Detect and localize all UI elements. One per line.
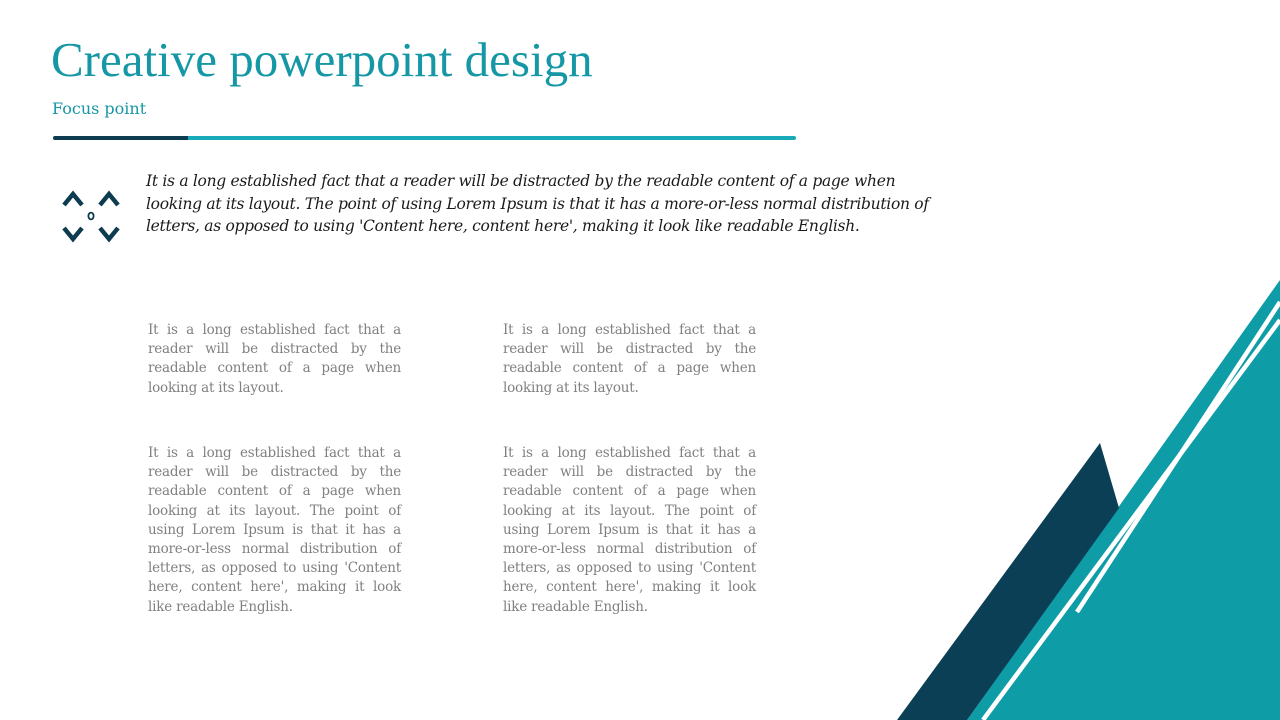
- teal-corner-shape: [967, 280, 1280, 720]
- title-underline: [53, 136, 796, 140]
- slide-subtitle: Focus point: [52, 99, 147, 118]
- underline-light-segment: [188, 136, 796, 140]
- white-stripe-outer: [1077, 302, 1280, 612]
- text-block-top-left: It is a long established fact that a reader will be distracted by the readable content of a page when looking at its layout.: [148, 322, 401, 396]
- slide-title: Creative powerpoint design: [51, 32, 593, 87]
- text-block-bottom-left: It is a long established fact that a reader will be distracted by the readable content of a page when looking at its layout. The point of using Lorem Ipsum is that it has a more-or-less normal distribution of letters, as opposed to using 'Content here, content here', making it look like readable English.: [148, 445, 401, 615]
- text-block-bottom-right: It is a long established fact that a reader will be distracted by the readable content of a page when looking at its layout. The point of using Lorem Ipsum is that it has a more-or-less normal distribution of letters, as opposed to using 'Content here, content here', making it look like readable English.: [503, 445, 756, 615]
- underline-dark-segment: [53, 136, 188, 140]
- text-block-top-right: It is a long established fact that a reader will be distracted by the readable content of a page when looking at its layout.: [503, 322, 756, 396]
- intro-paragraph: It is a long established fact that a reader will be distracted by the readable content of a page when looking at its layout. The point of using Lorem Ipsum is that it has a more-or-less normal distribution of letters, as opposed to using 'Content here, content here', making it look like readable English.: [146, 172, 929, 235]
- navy-corner-shape: [897, 443, 1119, 720]
- white-stripe-inner: [983, 320, 1280, 720]
- focus-point-icon: [60, 186, 122, 246]
